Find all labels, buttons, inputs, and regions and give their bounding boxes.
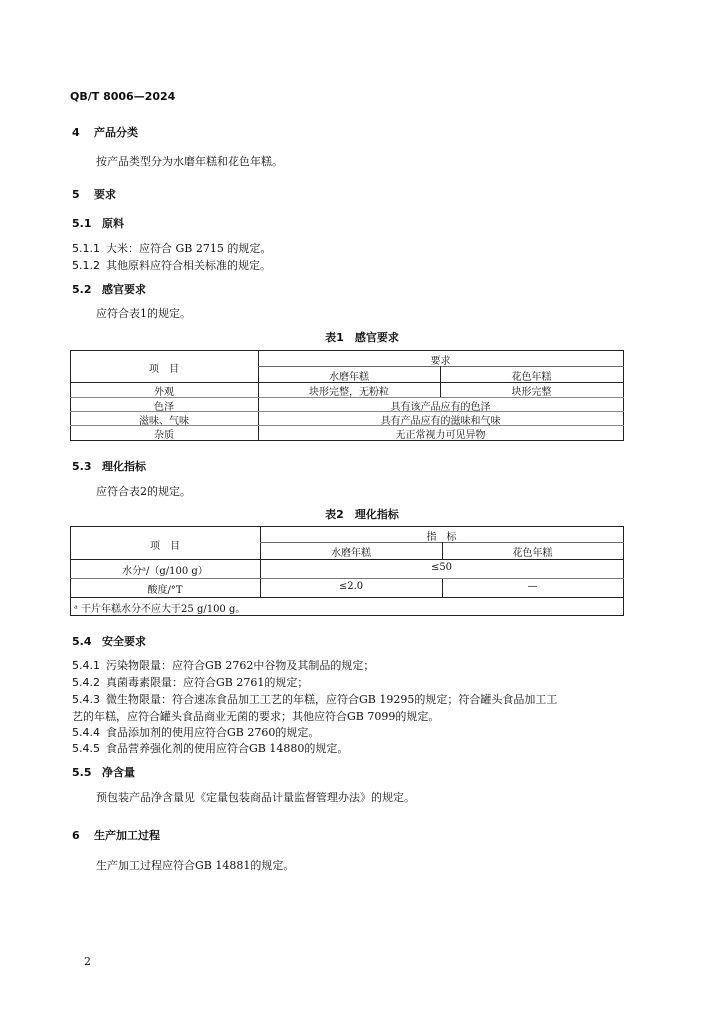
section-title: 安全要求 [102,635,146,648]
table-row-item: 色泽 [154,402,174,413]
clause-5-4-4 [72,724,319,740]
table-row-value: ≤2.0 [338,581,364,592]
table-row-value: 具有产品应有的滋味和气味 [380,416,501,427]
section-number: 5.5 [72,766,92,779]
table-2-caption: 表2 理化指标 [325,508,399,521]
clause-text: 真菌毒素限量：应符合GB 2761的规定； [106,676,309,689]
table-1-col-item: 项 目 [149,364,179,375]
section-5-3-text: 应符合表2的规定。 [96,485,191,498]
section-5-2-heading [72,281,146,297]
table-row-value: 无正常视力可见异物 [395,430,486,441]
table-row-item: 水分ᵃ/（g/100 g） [122,566,208,577]
table-1-caption: 表1 感官要求 [325,331,399,344]
section-title: 理化指标 [102,460,146,473]
section-number: 5 [72,188,80,201]
table-row-value: 块形完整 [511,387,552,398]
table-border [70,350,624,351]
clause-number: 5.4.4 [72,726,100,739]
section-number: 5.3 [72,460,92,473]
table-row-value: ≤50 [430,562,453,573]
section-5-3-heading [72,458,146,474]
table-1-sub-huase: 花色年糕 [511,372,552,383]
table-row-item: 外观 [154,387,174,398]
section-4-heading [72,124,138,140]
section-5-heading [72,186,116,202]
clause-number: 5.4.5 [72,742,100,755]
section-number: 5.4 [72,635,92,648]
section-title: 生产加工过程 [94,829,160,842]
table-2-col-item: 项 目 [150,541,180,552]
clause-number: 5.1.1 [72,242,100,255]
table-2-sub-huase: 花色年糕 [512,548,553,559]
section-4-text: 按产品类型分为水磨年糕和花色年糕。 [96,155,283,168]
clause-5-4-3-continued: 艺的年糕，应符合罐头食品商业无菌的要求；其他应符合GB 7099的规定。 [72,710,440,723]
table-rule [70,597,624,598]
clause-5-4-2 [72,674,308,690]
section-number: 4 [72,126,80,139]
section-title: 感官要求 [102,283,146,296]
section-5-5-heading [72,764,135,780]
section-title: 净含量 [102,766,135,779]
clause-text: 微生物限量：符合速冻食品加工工艺的年糕，应符合GB 19295的规定；符合罐头食品加工工 [106,693,558,706]
clause-text: 食品营养强化剂的使用应符合GB 14880的规定。 [106,742,349,755]
doc-id: QB/T 8006—2024 [70,90,176,103]
table-rule [70,578,624,579]
clause-text: 其他原料应符合相关标准的规定。 [106,259,271,272]
section-number: 6 [72,829,80,842]
clause-5-4-3 [72,691,557,707]
section-5-2-text: 应符合表1的规定。 [96,307,191,320]
clause-number: 5.4.3 [72,693,100,706]
table-border [623,350,624,441]
section-5-1-heading [72,215,124,231]
table-row-value: — [527,581,538,592]
table-border [70,615,624,616]
section-title: 原料 [102,217,124,230]
clause-number: 5.1.2 [72,259,100,272]
table-border [70,559,624,560]
section-5-4-heading [72,633,146,649]
section-6-text: 生产加工过程应符合GB 14881的规定。 [96,859,295,872]
table-2-sub-shuimo: 水磨年糕 [331,548,371,559]
clause-text: 食品添加剂的使用应符合GB 2760的规定。 [106,726,320,739]
table-row-item: 滋味、气味 [139,416,189,427]
table-1-col-requirement: 要求 [430,356,451,367]
table-2-col-indicator: 指 标 [426,532,457,543]
table-1-sub-shuimo: 水磨年糕 [329,372,369,383]
table-row-value: 具有该产品应有的色泽 [390,402,491,413]
clause-text: 污染物限量：应符合GB 2762中谷物及其制品的规定； [106,659,375,672]
table-row-item: 杂质 [154,430,174,441]
section-title: 产品分类 [94,126,138,139]
clause-number: 5.4.1 [72,659,100,672]
page-number: 2 [84,955,91,968]
section-6-heading [72,827,160,843]
section-5-5-text: 预包装产品净含量见《定量包装商品计量监督管理办法》的规定。 [96,791,415,804]
section-number: 5.2 [72,283,92,296]
clause-number: 5.4.2 [72,676,100,689]
table-row-item: 酸度/°T [147,585,183,596]
section-number: 5.1 [72,217,92,230]
clause-5-1-2 [72,257,271,273]
clause-5-4-1 [72,657,374,673]
table-border [623,526,624,616]
clause-5-4-5 [72,740,348,756]
table-2-footnote: ᵃ 干片年糕水分不应大于25 g/100 g。 [74,604,246,615]
clause-text: 大米：应符合 GB 2715 的规定。 [106,242,272,255]
section-title: 要求 [94,188,116,201]
clause-5-1-1 [72,240,271,256]
table-border [70,526,624,527]
table-row-value: 块形完整，无粉粒 [309,387,389,398]
